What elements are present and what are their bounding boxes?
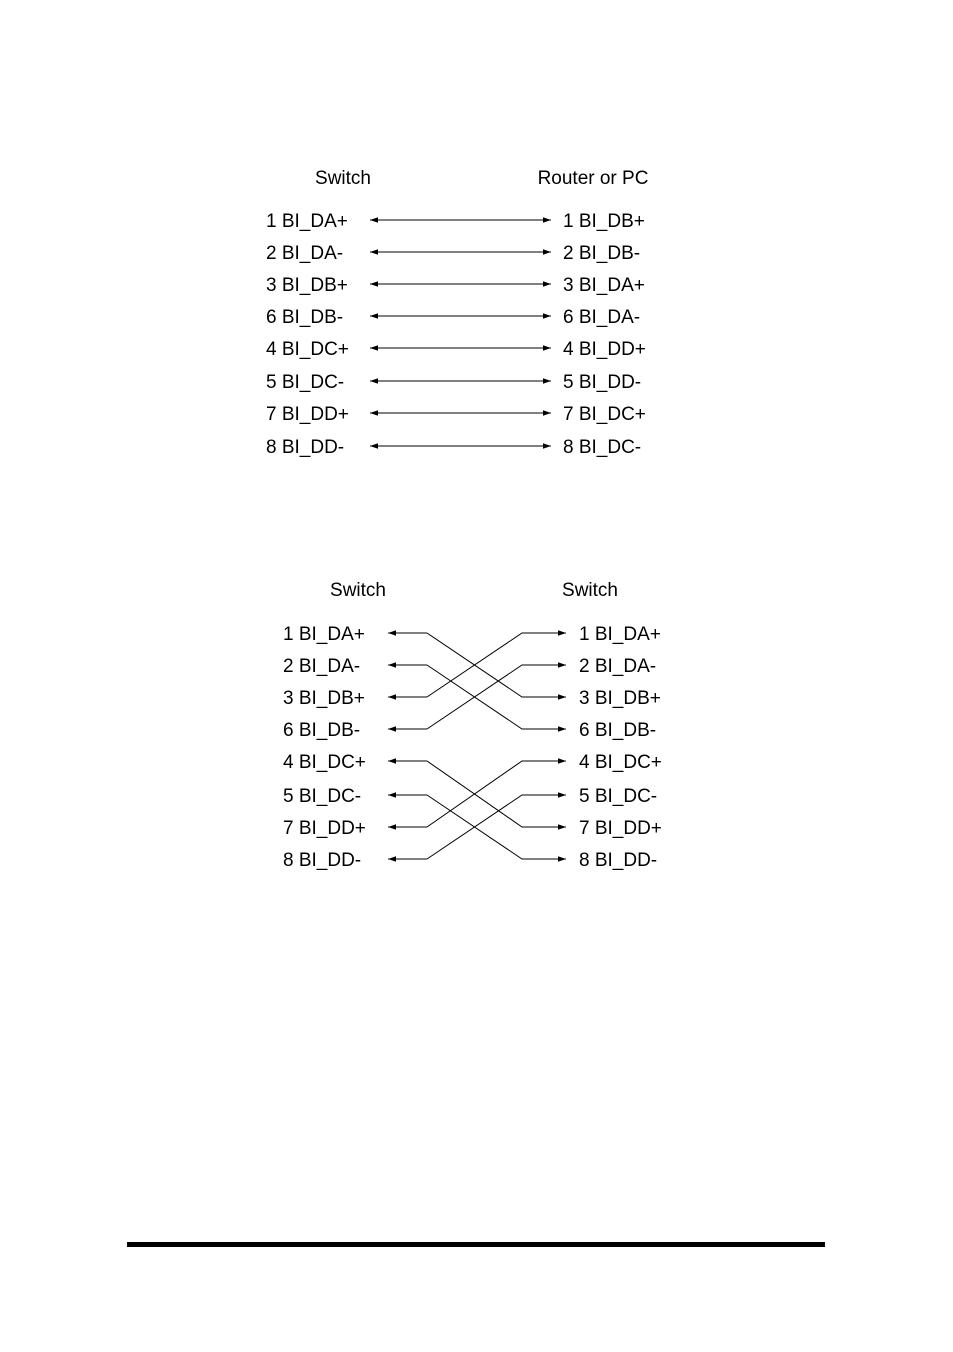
straight-left-pin: 4 BI_DC+ <box>266 339 349 360</box>
straight-left-pin: 3 BI_DB+ <box>266 275 348 296</box>
straight-right-pin: 7 BI_DC+ <box>563 404 646 425</box>
straight-right-pin: 3 BI_DA+ <box>563 275 645 296</box>
crossover-left-pin: 4 BI_DC+ <box>283 752 366 773</box>
crossover-left-pin: 2 BI_DA- <box>283 656 361 677</box>
crossover-wire <box>427 761 566 827</box>
crossover-right-pin: 7 BI_DD+ <box>579 818 662 839</box>
crossover-right-pin: 3 BI_DB+ <box>579 688 661 709</box>
straight-right-pin: 6 BI_DA- <box>563 307 641 328</box>
crossover-right-pin: 6 BI_DB- <box>579 720 657 741</box>
crossover-left-pins <box>283 624 366 871</box>
crossover-right-pin: 5 BI_DC- <box>579 786 658 807</box>
crossover-right-pin: 4 BI_DC+ <box>579 752 662 773</box>
crossover-wire <box>427 761 566 827</box>
crossover-left-pin: 1 BI_DA+ <box>283 624 365 645</box>
straight-left-pin: 1 BI_DA+ <box>266 211 348 232</box>
straight-through-diagram <box>266 168 648 458</box>
crossover-left-pin: 6 BI_DB- <box>283 720 361 741</box>
straight-right-pin: 1 BI_DB+ <box>563 211 645 232</box>
straight-right-pin: 4 BI_DD+ <box>563 339 646 360</box>
straight-left-pin: 7 BI_DD+ <box>266 404 349 425</box>
crossover-right-pin: 2 BI_DA- <box>579 656 657 677</box>
crossover-left-pin: 8 BI_DD- <box>283 850 362 871</box>
crossover-left-pin: 3 BI_DB+ <box>283 688 365 709</box>
crossover-wires <box>388 633 566 859</box>
straight-right-pin: 8 BI_DC- <box>563 437 642 458</box>
straight-right-header: Router or PC <box>537 168 649 189</box>
straight-right-pin: 2 BI_DB- <box>563 243 641 264</box>
crossover-left-header: Switch <box>330 580 386 601</box>
crossover-right-pins <box>579 624 662 871</box>
straight-left-pin: 6 BI_DB- <box>266 307 344 328</box>
footer-rule <box>127 1242 825 1247</box>
straight-connection-rows <box>266 211 646 458</box>
crossover-right-pin: 1 BI_DA+ <box>579 624 661 645</box>
straight-left-pin: 8 BI_DD- <box>266 437 345 458</box>
straight-left-header: Switch <box>315 168 371 189</box>
straight-left-pin: 5 BI_DC- <box>266 372 345 393</box>
crossover-left-pin: 5 BI_DC- <box>283 786 362 807</box>
crossover-right-pin: 8 BI_DD- <box>579 850 658 871</box>
crossover-left-pin: 7 BI_DD+ <box>283 818 366 839</box>
straight-right-pin: 5 BI_DD- <box>563 372 642 393</box>
straight-left-pin: 2 BI_DA- <box>266 243 344 264</box>
crossover-right-header: Switch <box>562 580 618 601</box>
crossover-diagram <box>283 580 662 871</box>
